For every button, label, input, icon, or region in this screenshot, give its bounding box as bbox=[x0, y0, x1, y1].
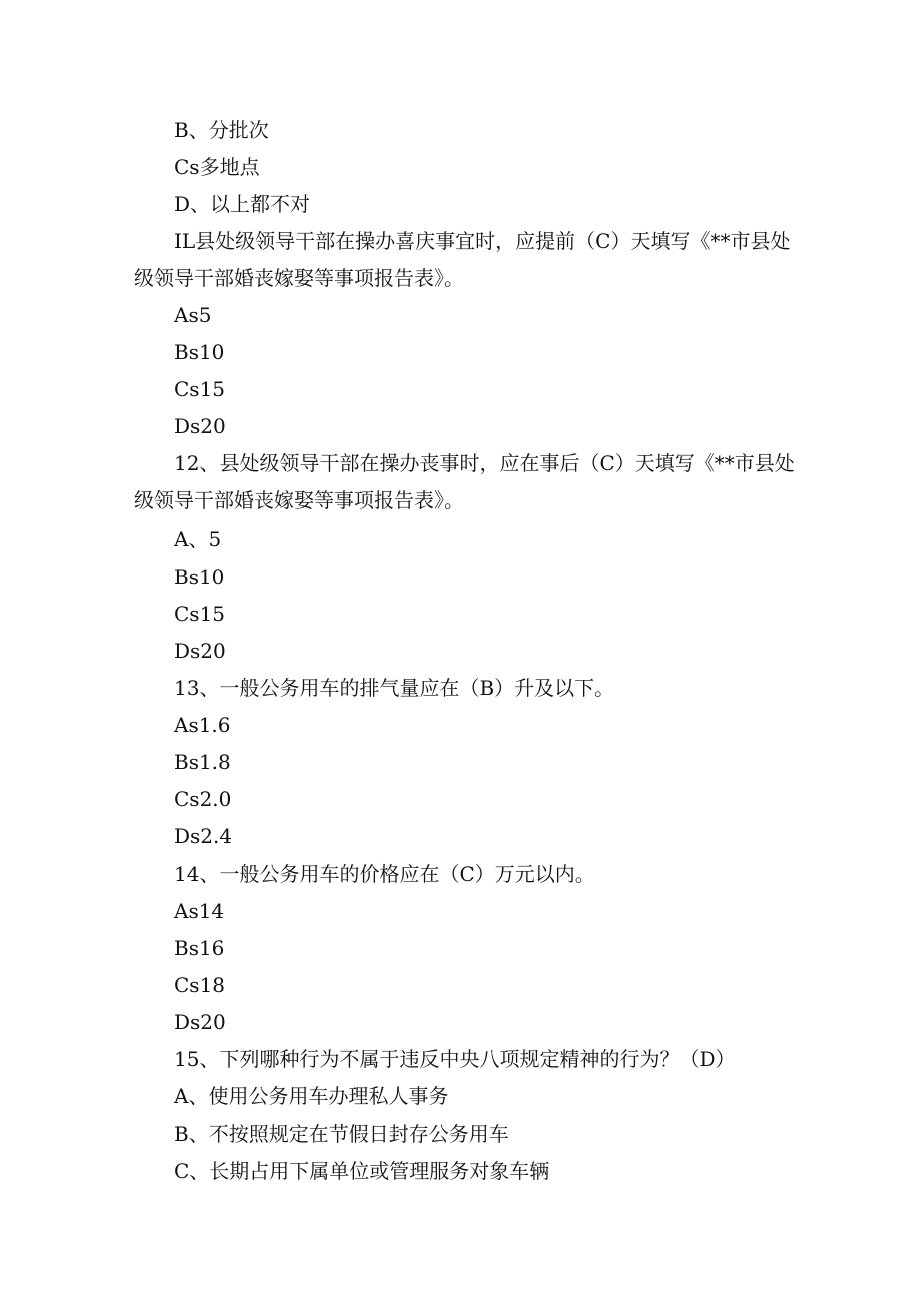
option-d-line: Ds20 bbox=[174, 1010, 226, 1034]
option-b-line: B、不按照规定在节假日封存公务用车 bbox=[174, 1122, 509, 1146]
option-d-line: D、以上都不对 bbox=[174, 192, 311, 216]
option-d-line: Ds20 bbox=[174, 414, 226, 438]
option-a-line: A、5 bbox=[174, 527, 222, 551]
question-12-line-2: 级领导干部婚丧嫁娶等事项报告表》。 bbox=[134, 488, 464, 512]
question-15-line: 15、下列哪种行为不属于违反中央八项规定精神的行为？（D） bbox=[174, 1047, 736, 1071]
option-a-line: As5 bbox=[174, 303, 212, 327]
option-a-line: As14 bbox=[174, 899, 225, 923]
question-13-line: 13、一般公务用车的排气量应在（B）升及以下。 bbox=[174, 676, 615, 700]
option-d-line: Ds2.4 bbox=[174, 824, 233, 848]
option-c-line: Cs2.0 bbox=[174, 787, 232, 811]
option-c-line: C、长期占用下属单位或管理服务对象车辆 bbox=[174, 1159, 550, 1183]
option-b-line: Bs16 bbox=[174, 936, 225, 960]
option-b-line: Bs1.8 bbox=[174, 750, 231, 774]
option-b-line: Bs10 bbox=[174, 340, 225, 364]
option-c-line: Cs15 bbox=[174, 602, 226, 626]
question-11-line-1: IL县处级领导干部在操办喜庆事宜时，应提前（C）天填写《**市县处 bbox=[174, 229, 791, 253]
option-a-line: A、使用公务用车办理私人事务 bbox=[174, 1084, 449, 1108]
option-a-line: As1.6 bbox=[174, 713, 231, 737]
question-11-line-2: 级领导干部婚丧嫁娶等事项报告表》。 bbox=[134, 266, 464, 290]
question-14-line: 14、一般公务用车的价格应在（C）万元以内。 bbox=[174, 862, 595, 886]
question-12-line-1: 12、县处级领导干部在操办丧事时，应在事后（C）天填写《**市县处 bbox=[174, 451, 795, 475]
option-c-line: Cs18 bbox=[174, 973, 226, 997]
option-c-line: Cs多地点 bbox=[174, 155, 260, 179]
option-b-line: B、分批次 bbox=[174, 118, 269, 142]
option-b-line: Bs10 bbox=[174, 565, 225, 589]
option-d-line: Ds20 bbox=[174, 639, 226, 663]
option-c-line: Cs15 bbox=[174, 377, 226, 401]
